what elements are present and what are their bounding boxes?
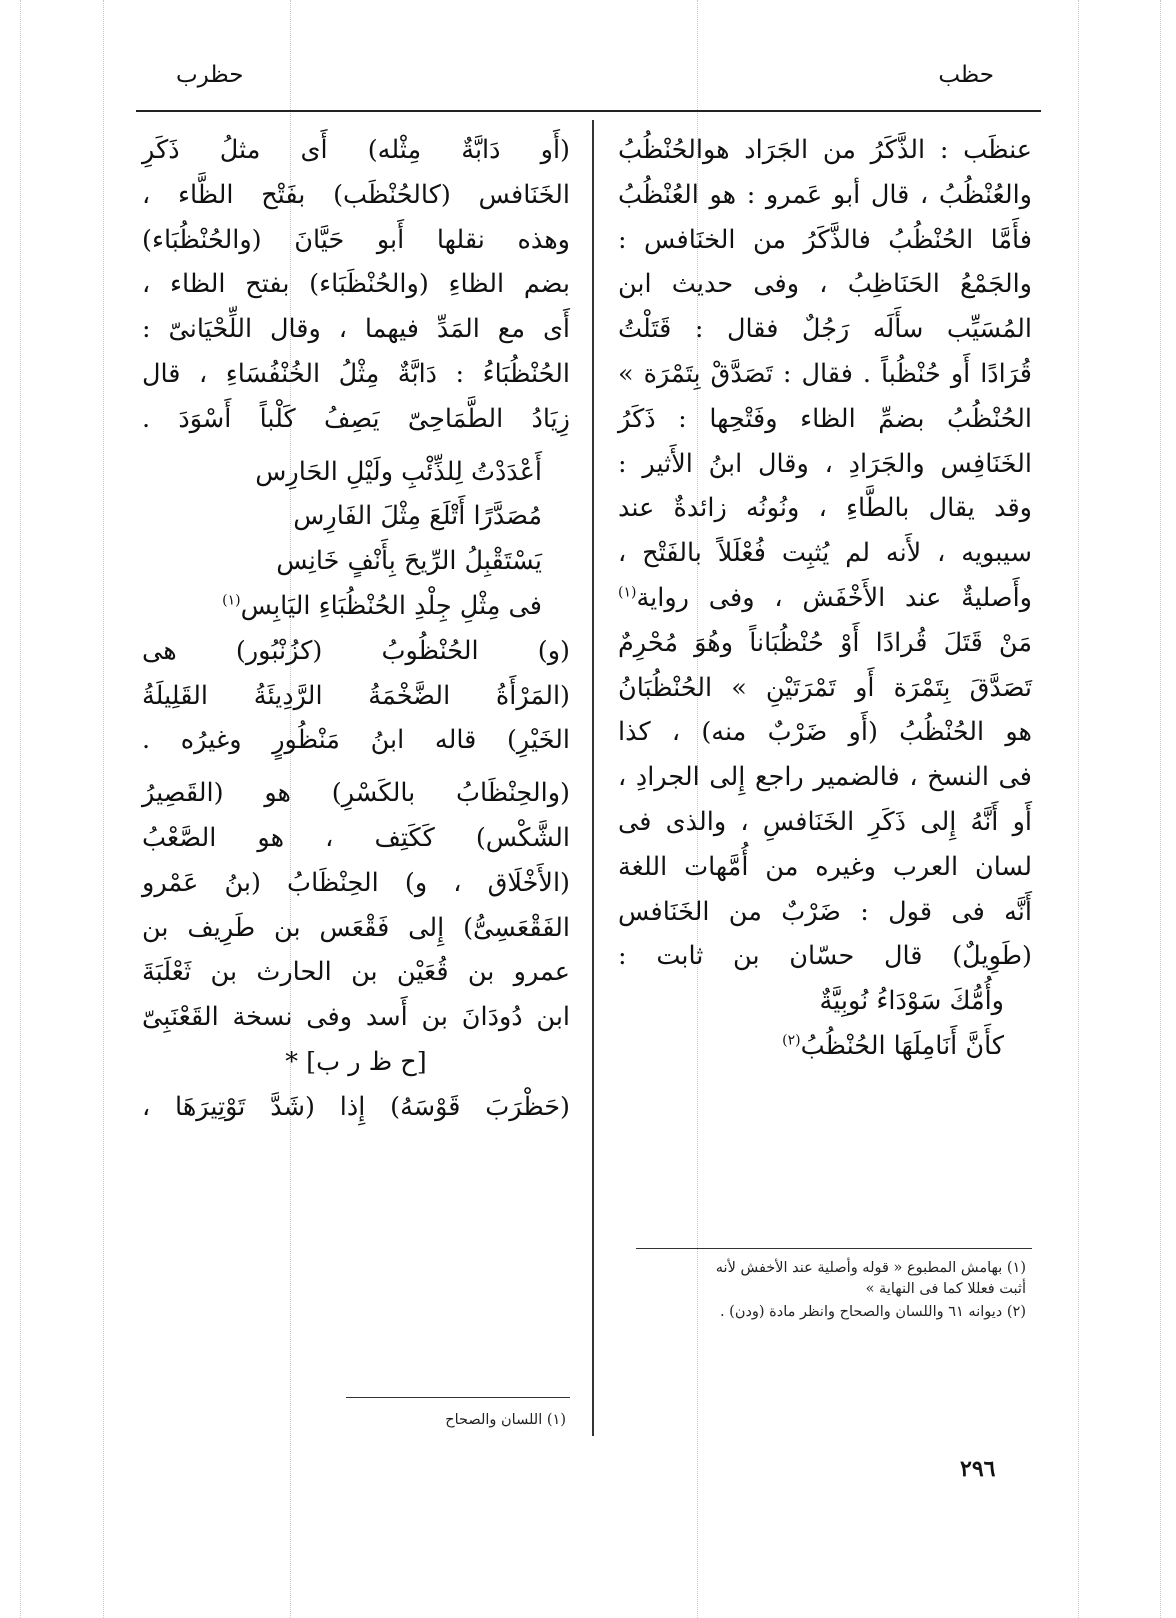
text-line: الفَقْعَسِىُّ) إِلى فَقْعَس بن طَرِيف بن (142, 912, 570, 943)
spacer (142, 442, 570, 450)
footnote-line: (١) بهامش المطبوع « قوله وأصلية عند الأخفش لأنه (715, 1260, 1026, 1276)
text-line: عنظَب : الذَّكَرُ من الجَرَاد هوالحُنْظُبُ (618, 135, 1032, 165)
text-fragment: وأَصليةٌ عند الأَخْفَش ، وفى رواية (636, 582, 1032, 613)
footnote-marker: (١) (618, 584, 637, 601)
text-line: والجَمْعُ الحَنَاظِبُ ، وفى حديث ابن (618, 269, 1032, 300)
verse-text: كأَنَّ أَنَامِلَهَا الحُنْظُبُ (800, 1030, 1004, 1061)
verse-line (142, 584, 570, 629)
text-line: تَصَدَّقَ بِتَمْرَة أَو تَمْرَتَيْنِ » الحُنْظُبَانُ (618, 672, 1032, 703)
text-line: زِيَادُ الطَّمَاحِىّ يَصِفُ كَلْباً أَسْوَدَ . (142, 403, 570, 434)
text-line: أَنَّه فى قول : ضَرْبٌ من الخَنَافس (618, 896, 1032, 927)
text-line: (طَوِيلٌ) قال حسّان بن ثابت : (618, 941, 1032, 972)
text-line: (أَو دَابَّةٌ مِثْله) أَى مثلُ ذَكَرِ (142, 135, 570, 165)
footnote-rule-right (636, 1248, 1032, 1249)
text-line: أَو أَنَّهُ إِلى ذَكَرِ الخَنَافسِ ، والذى فى (618, 806, 1032, 837)
text-line: الخَنَافس (كالحُنْظَب) بفَتْح الظَّاء ، (142, 179, 570, 210)
footnote-line: أثبت فعللا كما فى النهاية » (865, 1281, 1026, 1297)
footnote-marker: (١) (222, 592, 241, 609)
text-line: عمرو بن قُعَيْن بن الحارث بن ثَعْلَبَةَ (142, 957, 570, 988)
text-line: الحُنْظُبَاءُ : دَابَّةٌ مِثْلُ الخُنْفُسَاءِ ، قال (142, 358, 570, 389)
text-line: فأَمَّا الحُنْظُبُ فالذَّكَرُ من الخنَافس : (618, 224, 1032, 255)
footnote-right-1 (716, 1258, 1026, 1300)
text-line: وهذه نقلها أَبو حَيَّانَ (والحُنْظُبَاء) (142, 224, 570, 255)
spacer (142, 763, 570, 771)
text-line: (الأَخْلَاق ، و) الحِنْظَابُ (بنُ عَمْرو (142, 867, 570, 898)
entry-heading: [ح ظ ر ب] * (285, 1046, 427, 1077)
scan-guide (103, 0, 104, 1618)
text-line: الخَنَافِس والجَرَادِ ، وقال ابنُ الأَثير : (618, 448, 1032, 479)
page-number: ٢٩٦ (960, 1456, 996, 1482)
text-line: لسان العرب وغيره من أُمَّهات اللغة (618, 851, 1032, 882)
left-text-column (142, 128, 570, 1130)
running-headword-left: حظرب (176, 62, 244, 88)
verse-line (618, 1024, 1032, 1069)
text-line (618, 576, 1032, 621)
verse-line: وأُمُّكَ سَوْدَاءُ نُوبِيَّةٌ (819, 986, 1004, 1017)
text-line: (والحِنْظَابُ بالكَسْرِ) هو (القَصِيرُ (142, 778, 570, 809)
footnote-marker: (٢) (782, 1032, 801, 1049)
scan-guide (1078, 0, 1079, 1618)
text-line: هو الحُنْظُبُ (أَو ضَرْبٌ منه) ، كذا (618, 717, 1032, 748)
text-line: الخَيْرِ) قاله ابنُ مَنْظُورٍ وغيرُه . (142, 725, 570, 756)
text-line: بضم الظاءِ (والحُنْظَبَاء) بفتح الظاء ، (142, 269, 570, 300)
footnote-rule-left (346, 1397, 570, 1398)
text-line: قُرَادًا أَو حُنْظُباً . فقال : تَصَدَّقْ بِتَمْرَة » (618, 358, 1032, 389)
text-line: الشَّكْس) كَكَتِف ، هو الصَّعْبُ (142, 822, 570, 853)
verse-line: يَسْتَقْبِلُ الرِّيحَ بِأَنْفٍ خَانِس (276, 546, 542, 577)
text-line: أَى مع المَدِّ فيهما ، وقال اللِّحْيَانىّ : (142, 314, 570, 345)
text-line: (حَظْرَبَ قَوْسَهُ) إِذا (شَدَّ تَوْتِيرَهَا ، (142, 1091, 570, 1122)
right-text-column (618, 128, 1032, 1069)
column-divider (592, 120, 594, 1436)
running-headword-right: حظب (938, 62, 994, 88)
footnote-left-1: (١) اللسان والصحاح (445, 1412, 566, 1428)
text-line: (و) الحُنْظُوبُ (كزُنْبُور) هى (142, 635, 570, 666)
text-line: فى النسخ ، فالضمير راجع إِلى الجرادِ ، (618, 762, 1032, 793)
verse-line: مُصَدَّرًا أَتْلَعَ مِثْلَ الفَارِس (293, 501, 542, 532)
header-rule (136, 110, 1041, 112)
text-line: والعُنْظُبُ ، قال أبو عَمرو : هو العُنْظُبُ (618, 179, 1032, 210)
scan-guide (20, 0, 21, 1618)
verse-text: فى مِثْلِ جِلْدِ الحُنْظُبَاءِ اليَابِس (240, 590, 542, 621)
text-line: المُسَيِّب سأَلَه رَجُلٌ فقال : قَتَلْتُ (618, 314, 1032, 345)
text-line: ابن دُودَانَ بن أَسد وفى نسخة القَعْنَبِىّ (142, 1002, 570, 1033)
verse-line: أَعْدَدْتُ لِلذِّئْبِ ولَيْلِ الحَارِس (255, 456, 542, 487)
text-line: (المَرْأَةُ الضَّخْمَةُ الرَّدِيئَةُ القَلِيلَةُ (142, 680, 570, 711)
text-line: سيبويه ، لأَنه لم يُثبِت فُعْلَلاً بالفَتْح ، (618, 538, 1032, 569)
text-line: مَنْ قَتَلَ قُرادًا أَوْ حُنْظُبَاناً وهُوَ مُحْرِمٌ (618, 627, 1032, 658)
footnote-right-2: (٢) ديوانه ٦١ واللسان والصحاح وانظر مادة (ودن) . (719, 1304, 1026, 1320)
scan-guide (1160, 0, 1161, 1618)
text-line: الحُنْظُبُ بضمِّ الظاء وفَتْحِها : ذَكَرُ (618, 403, 1032, 434)
text-line: وقد يقال بالطَّاءِ ، ونُونُه زائدةٌ عند (618, 493, 1032, 524)
